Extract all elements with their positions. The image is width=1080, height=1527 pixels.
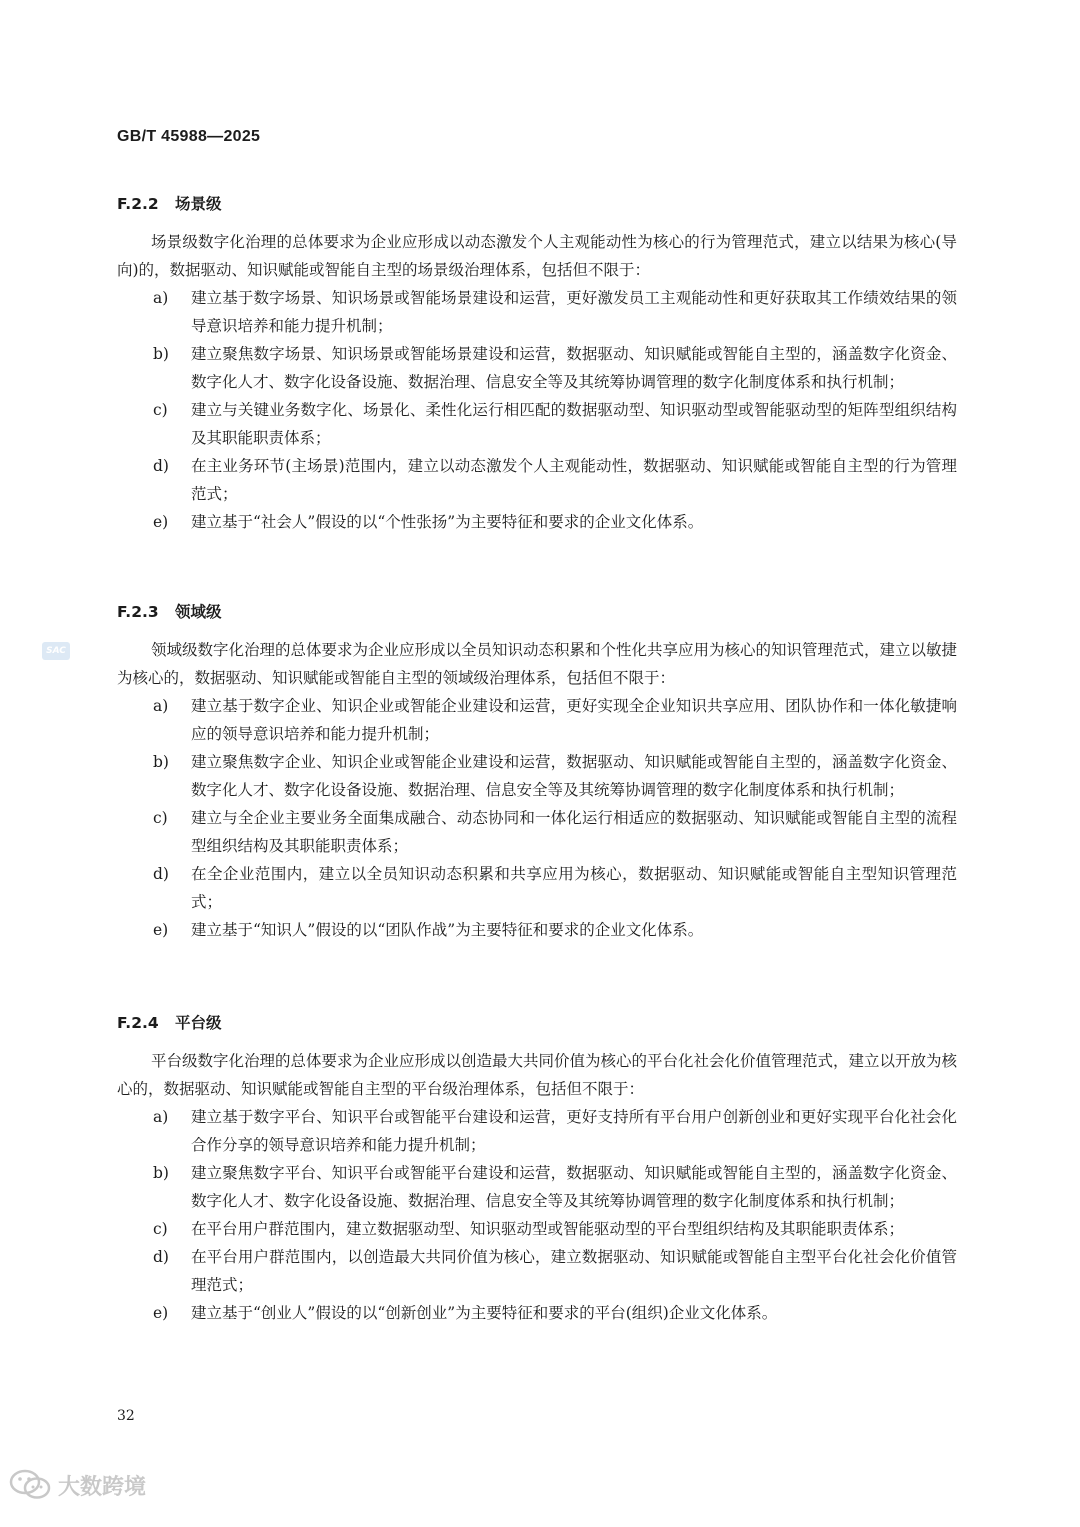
item-marker: e)	[153, 921, 169, 939]
item-marker: a)	[153, 1108, 169, 1126]
section-number: F.2.2	[117, 195, 159, 213]
item-text: 建立基于“知识人”假设的以“团队作战”为主要特征和要求的企业文化体系。	[191, 921, 704, 939]
list-item	[117, 396, 957, 452]
item-marker: b)	[153, 1164, 169, 1182]
section-number: F.2.3	[117, 603, 159, 621]
item-marker: b)	[153, 753, 169, 771]
list-item	[117, 284, 957, 340]
page-number: 32	[117, 1408, 135, 1424]
section-heading	[117, 190, 957, 218]
item-text: 建立与全企业主要业务全面集成融合、动态协同和一体化运行相适应的数据驱动、知识赋能或智能自主型的流程型组织结构及其职能职责体系；	[191, 809, 957, 855]
item-marker: c)	[153, 809, 168, 827]
list-item	[117, 860, 957, 916]
section-title: 场景级	[175, 195, 222, 213]
list-item	[117, 1159, 957, 1215]
list-item	[117, 340, 957, 396]
item-marker: a)	[153, 289, 169, 307]
watermark	[8, 1464, 146, 1506]
item-text: 在全企业范围内，建立以全员知识动态积累和共享应用为核心，数据驱动、知识赋能或智能自主型知识管理范式；	[191, 865, 957, 911]
item-text: 建立聚焦数字平台、知识平台或智能平台建设和运营，数据驱动、知识赋能或智能自主型的，涵盖数字化资金、数字化人才、数字化设备设施、数据治理、信息安全等及其统筹协调管理的数字化制度体系和执行机制；	[191, 1164, 957, 1210]
item-marker: e)	[153, 1304, 169, 1322]
item-text: 建立与关键业务数字化、场景化、柔性化运行相匹配的数据驱动型、知识驱动型或智能驱动型的矩阵型组织结构及其职能职责体系；	[191, 401, 957, 447]
item-marker: c)	[153, 401, 168, 419]
item-marker: e)	[153, 513, 169, 531]
item-text: 建立基于数字企业、知识企业或智能企业建设和运营，更好实现全企业知识共享应用、团队协作和一体化敏捷响应的领导意识培养和能力提升机制；	[191, 697, 957, 743]
list-item	[117, 1243, 957, 1299]
item-text: 建立聚焦数字场景、知识场景或智能场景建设和运营，数据驱动、知识赋能或智能自主型的，涵盖数字化资金、数字化人才、数字化设备设施、数据治理、信息安全等及其统筹协调管理的数字化制度体系和执行机制；	[191, 345, 957, 391]
list-item	[117, 452, 957, 508]
section-intro: 平台级数字化治理的总体要求为企业应形成以创造最大共同价值为核心的平台化社会化价值管理范式，建立以开放为核心的，数据驱动、知识赋能或智能自主型的平台级治理体系，包括但不限于：	[117, 1052, 958, 1098]
item-text: 建立基于数字场景、知识场景或智能场景建设和运营，更好激发员工主观能动性和更好获取其工作绩效结果的领导意识培养和能力提升机制；	[191, 289, 957, 335]
section-f22	[117, 190, 957, 536]
item-marker: d)	[153, 1248, 169, 1266]
list-item	[117, 748, 957, 804]
list-item	[117, 692, 957, 748]
wechat-logo-icon	[8, 1467, 54, 1503]
item-text: 在主业务环节(主场景)范围内，建立以动态激发个人主观能动性，数据驱动、知识赋能或智能自主型的行为管理范式；	[191, 457, 957, 503]
section-title: 平台级	[175, 1014, 222, 1032]
list-item	[117, 1103, 957, 1159]
sac-logo: SAC	[42, 642, 70, 660]
item-marker: b)	[153, 345, 169, 363]
watermark-text: 大数跨境	[58, 1474, 147, 1500]
item-marker: a)	[153, 697, 169, 715]
list-item	[117, 508, 957, 536]
item-text: 在平台用户群范围内，以创造最大共同价值为核心，建立数据驱动、知识赋能或智能自主型平台化社会化价值管理范式；	[191, 1248, 957, 1294]
section-heading	[117, 598, 957, 626]
item-marker: d)	[153, 457, 169, 475]
item-list	[117, 692, 957, 944]
item-text: 建立聚焦数字企业、知识企业或智能企业建设和运营，数据驱动、知识赋能或智能自主型的，涵盖数字化资金、数字化人才、数字化设备设施、数据治理、信息安全等及其统筹协调管理的数字化制度体系和执行机制；	[191, 753, 957, 799]
section-intro: 领域级数字化治理的总体要求为企业应形成以全员知识动态积累和个性化共享应用为核心的知识管理范式，建立以敏捷为核心的，数据驱动、知识赋能或智能自主型的领域级治理体系，包括但不限于：	[117, 641, 958, 687]
section-number: F.2.4	[117, 1014, 159, 1032]
item-text: 在平台用户群范围内，建立数据驱动型、知识驱动型或智能驱动型的平台型组织结构及其职能职责体系；	[191, 1220, 905, 1238]
standard-number: GB/T 45988—2025	[117, 128, 261, 145]
section-intro: 场景级数字化治理的总体要求为企业应形成以动态激发个人主观能动性为核心的行为管理范式，建立以结果为核心(导向)的，数据驱动、知识赋能或智能自主型的场景级治理体系，包括但不限于：	[117, 233, 957, 279]
item-text: 建立基于“创业人”假设的以“创新创业”为主要特征和要求的平台(组织)企业文化体系。	[191, 1304, 778, 1322]
list-item	[117, 1215, 957, 1243]
section-f23	[117, 598, 957, 944]
item-list	[117, 1103, 957, 1327]
item-text: 建立基于“社会人”假设的以“个性张扬”为主要特征和要求的企业文化体系。	[191, 513, 704, 531]
item-list	[117, 284, 957, 536]
item-marker: d)	[153, 865, 169, 883]
item-text: 建立基于数字平台、知识平台或智能平台建设和运营，更好支持所有平台用户创新创业和更好实现平台化社会化合作分享的领导意识培养和能力提升机制；	[191, 1108, 957, 1154]
list-item	[117, 916, 957, 944]
section-title: 领域级	[175, 603, 222, 621]
list-item	[117, 804, 957, 860]
item-marker: c)	[153, 1220, 168, 1238]
section-f24	[117, 1009, 957, 1327]
section-heading	[117, 1009, 957, 1037]
list-item	[117, 1299, 957, 1327]
